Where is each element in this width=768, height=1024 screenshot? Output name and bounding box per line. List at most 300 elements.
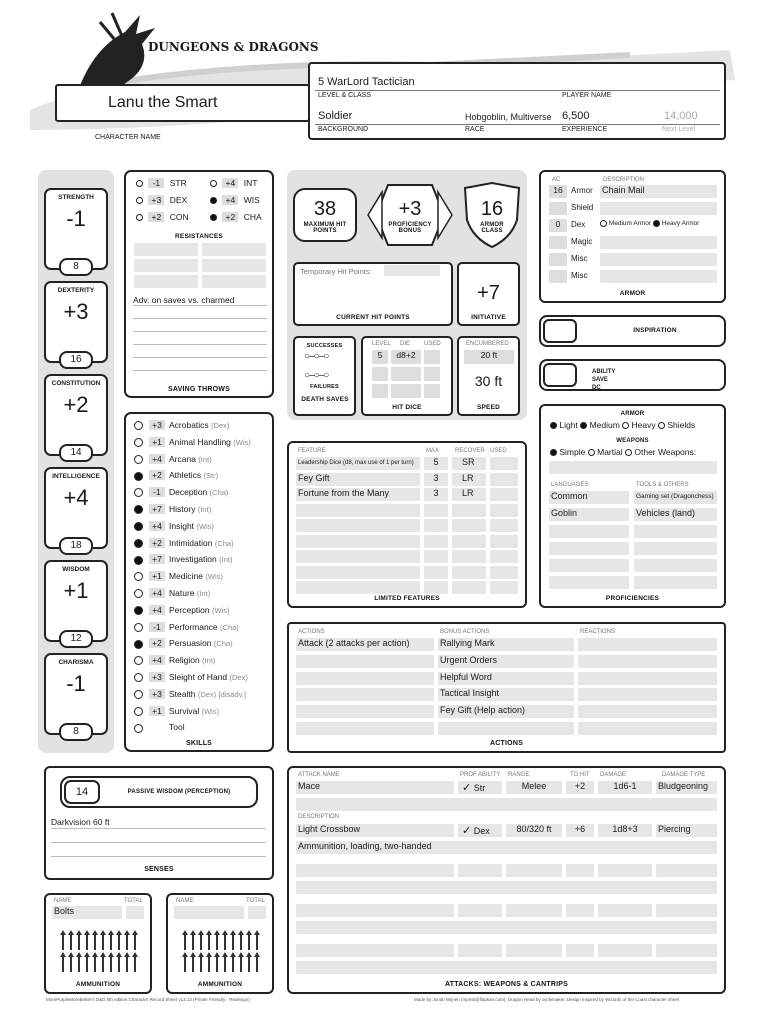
armor-ac-cell[interactable] (549, 202, 567, 215)
skill-value: +1 (149, 437, 165, 447)
save-prof-dot[interactable] (210, 180, 217, 187)
attack-damage[interactable] (598, 944, 652, 957)
armor-ac-label: AC (552, 177, 561, 183)
save-prof-dot[interactable] (136, 180, 143, 187)
reaction-cell[interactable] (578, 672, 717, 685)
failure-checkboxes[interactable]: ○–○–○ (304, 370, 329, 381)
feature-recover[interactable] (452, 581, 486, 594)
skill-prof-dot[interactable] (134, 673, 143, 682)
skill-row[interactable] (134, 689, 246, 703)
skill-value: +3 (149, 672, 165, 682)
attack-range[interactable]: 80/320 ft (506, 824, 562, 837)
skill-ability: (Cha) (209, 488, 229, 498)
ability-3 (44, 467, 108, 549)
skill-value: +1 (149, 571, 165, 581)
feature-recover[interactable]: LR (452, 488, 486, 501)
feature-used[interactable] (490, 519, 518, 532)
feature-max[interactable] (424, 581, 448, 594)
save-value: +4 (222, 178, 238, 188)
attack-name[interactable] (296, 904, 454, 917)
ammo-total-label: TOTAL (124, 898, 143, 904)
reaction-cell[interactable] (578, 655, 717, 668)
skill-row[interactable] (134, 706, 219, 720)
skill-name: Persuasion (169, 638, 212, 649)
death-saves-title: DEATH SAVES (301, 396, 349, 403)
save-row[interactable] (136, 178, 187, 188)
attack-damage-type[interactable] (656, 904, 717, 917)
proficiency-bonus-label: PROFICIENCY BONUS (388, 222, 432, 234)
armor-ac-cell[interactable]: 0 (549, 219, 567, 232)
reaction-cell[interactable] (578, 705, 717, 718)
hd-level-label: LEVEL (372, 341, 391, 347)
skill-value: +4 (149, 605, 165, 615)
max-label: MAX (426, 448, 440, 454)
encumbered-value[interactable]: 20 ft (464, 350, 514, 364)
skill-prof-dot[interactable] (134, 640, 143, 649)
skill-ability: (Int) (202, 656, 216, 666)
save-ability: CON (169, 212, 189, 222)
attack-description[interactable] (296, 798, 717, 811)
attack-prof-ability[interactable]: ✓ Str (458, 781, 502, 794)
armor-desc-label: DESCRIPTION (603, 177, 645, 183)
ammo-name[interactable] (174, 906, 244, 919)
passive-wisdom-value: 14 (75, 786, 89, 798)
attack-prof-ability[interactable] (458, 944, 502, 957)
attack-damage-type[interactable] (656, 944, 717, 957)
attack-damage-type[interactable] (656, 864, 717, 877)
footer-left: MorePurpleMoreBetter's D&D 5th edition Character Record Sheet v13.13 (Printer Friendly - Redesign) (46, 997, 250, 1002)
skill-ability: (Int) (196, 589, 211, 598)
feature-name[interactable]: Leadership Dice (d8, max use of 1 per turn) (296, 457, 420, 470)
feature-max[interactable] (424, 550, 448, 563)
skill-name: Athletics (169, 470, 202, 481)
skill-row[interactable] (134, 504, 211, 518)
ability-score[interactable]: 14 (59, 444, 93, 462)
feature-recover[interactable]: LR (452, 473, 486, 486)
skill-prof-dot[interactable] (134, 589, 143, 598)
skill-prof-dot[interactable] (134, 656, 143, 665)
damage-type-label: DAMAGE TYPE (662, 772, 706, 778)
skill-name: Animal Handling (169, 436, 231, 447)
save-value: +3 (148, 195, 164, 205)
recover-label: RECOVER (455, 448, 485, 454)
save-row[interactable] (210, 195, 260, 205)
skill-name: Insight (169, 520, 195, 531)
skill-prof-dot[interactable] (134, 421, 143, 430)
feature-name[interactable] (296, 535, 420, 548)
save-prof-dot[interactable] (210, 214, 217, 221)
armor-ac-cell[interactable] (549, 253, 567, 266)
ammo-total[interactable] (126, 906, 144, 919)
skill-value: +2 (149, 638, 165, 648)
skill-name: Arcana (169, 453, 196, 464)
attack-to-hit[interactable] (566, 864, 594, 877)
skill-extra: [disadv.] (218, 689, 246, 699)
skill-ability: (Dex) (211, 421, 230, 430)
ability-1 (44, 281, 108, 363)
save-ability: STR (169, 178, 187, 188)
skill-ability: (Cha) (214, 538, 234, 548)
reaction-cell[interactable] (578, 688, 717, 701)
damage-label: DAMAGE (600, 772, 627, 778)
attack-description[interactable]: Ammunition, loading, two-handed (296, 841, 717, 854)
attack-range[interactable] (506, 904, 562, 917)
skill-prof-dot[interactable] (134, 724, 143, 733)
prof-armor-label: ARMOR (620, 411, 645, 417)
feature-used[interactable] (490, 457, 518, 470)
skill-prof-dot[interactable] (134, 455, 143, 464)
darkvision[interactable]: Darkvision 60 ft (51, 817, 110, 827)
feature-max[interactable]: 5 (424, 457, 448, 470)
player-name-label: PLAYER NAME (562, 92, 612, 99)
skill-ability: (Str) (203, 471, 219, 481)
skill-ability: (Wis) (201, 706, 220, 716)
skill-ability: (Int) (198, 454, 212, 464)
skill-row[interactable] (134, 420, 229, 434)
skill-ability: (Dex) (229, 673, 248, 682)
hit-dice-title: HIT DICE (392, 404, 422, 411)
resistances-label: RESISTANCES (175, 233, 223, 240)
save-prof-dot[interactable] (136, 197, 143, 204)
ability-2 (44, 374, 108, 456)
skill-prof-dot[interactable] (134, 539, 143, 548)
attack-name[interactable]: Mace (296, 781, 454, 794)
reaction-cell[interactable] (578, 638, 717, 651)
skill-prof-dot[interactable] (134, 690, 143, 699)
save-value: +2 (222, 212, 238, 222)
skill-ability: (Cha) (213, 639, 233, 649)
bonus-action-cell[interactable]: Fey Gift (Help action) (438, 705, 574, 718)
skill-row[interactable] (134, 554, 232, 568)
feature-used[interactable] (490, 473, 518, 486)
attack-name[interactable]: Light Crossbow (296, 824, 454, 837)
ability-modifier: -1 (66, 671, 86, 696)
feature-max[interactable] (424, 566, 448, 579)
skill-value: -1 (149, 487, 165, 497)
skill-row[interactable] (134, 521, 214, 535)
save-prof-dot[interactable] (136, 214, 143, 221)
skill-ability: (Cha) (220, 622, 239, 632)
hd-used-label: USED (424, 341, 441, 347)
speed-label: SPEED (476, 404, 501, 411)
attack-range[interactable]: Melee (506, 781, 562, 794)
skill-row[interactable] (134, 655, 215, 669)
ammo-total-label: TOTAL (246, 898, 265, 904)
feature-label: FEATURE (298, 448, 326, 454)
feature-recover[interactable] (452, 519, 486, 532)
prof-ability-label: PROF ABILITY (460, 772, 501, 778)
feature-max[interactable] (424, 519, 448, 532)
feature-recover[interactable] (452, 566, 486, 579)
attack-to-hit[interactable] (566, 904, 594, 917)
success-checkboxes[interactable]: ○–○–○ (304, 351, 329, 362)
armor-title: ARMOR (619, 290, 646, 297)
save-dc-label: ABILITY SAVE DC (592, 369, 616, 391)
skill-value: +4 (149, 655, 165, 665)
attack-description[interactable] (296, 921, 717, 934)
ac-label: ARMOR CLASS (480, 222, 504, 234)
ability-modifier: +2 (63, 392, 89, 417)
saving-throws-title: SAVING THROWS (168, 386, 230, 393)
bonus-action-cell[interactable]: Urgent Orders (438, 655, 574, 668)
skill-prof-dot[interactable] (134, 556, 143, 565)
skill-row[interactable] (134, 605, 230, 619)
proficiency-bonus-value: +3 (398, 198, 422, 220)
skill-prof-dot[interactable] (134, 572, 143, 581)
armor-ac-cell[interactable] (549, 270, 567, 283)
skill-prof-dot[interactable] (134, 522, 143, 531)
feature-used[interactable] (490, 535, 518, 548)
armor-row-label: Misc (571, 254, 588, 263)
ability-name: DEXTERITY (57, 287, 95, 294)
ammunition-title: AMMUNITION (75, 981, 121, 988)
speed-value[interactable]: 30 ft (474, 373, 503, 389)
ability-5 (44, 653, 108, 735)
skills-title: SKILLS (185, 740, 213, 747)
action-cell[interactable] (296, 722, 434, 735)
hd-die-value[interactable]: d8+2 (391, 350, 421, 364)
skill-ability: (Int) (219, 555, 233, 565)
background-value[interactable]: Soldier (318, 110, 353, 122)
race-value[interactable]: Hobgoblin, Multiverse (465, 112, 552, 122)
feature-recover[interactable] (452, 535, 486, 548)
used-label: USED (490, 448, 507, 454)
ability-name: WISDOM (62, 566, 90, 573)
reaction-cell[interactable] (578, 722, 717, 735)
language-1[interactable]: Common (549, 491, 629, 504)
skill-row[interactable] (134, 722, 185, 736)
armor-desc-cell[interactable]: Chain Mail (600, 185, 717, 198)
max-hp-value[interactable]: 38 (313, 198, 337, 220)
skill-prof-dot[interactable] (134, 707, 143, 716)
ability-name: CONSTITUTION (51, 380, 101, 387)
feature-used[interactable] (490, 504, 518, 517)
prof-weapons-label: WEAPONS (616, 438, 649, 444)
armor-ac-cell[interactable] (549, 236, 567, 249)
feature-name[interactable] (296, 504, 420, 517)
skill-row[interactable] (134, 470, 218, 484)
feature-name[interactable] (296, 581, 420, 594)
next-level-label: Next Level (662, 126, 696, 133)
attack-name[interactable] (296, 944, 454, 957)
attack-name-label: ATTACK NAME (298, 772, 340, 778)
character-name-label: CHARACTER NAME (95, 134, 161, 141)
save-row[interactable] (136, 212, 189, 222)
ability-modifier: +4 (63, 485, 89, 510)
attack-to-hit[interactable]: +2 (566, 781, 594, 794)
tools-label: TOOLS & OTHERS (636, 482, 689, 488)
skill-row[interactable] (134, 437, 251, 451)
action-cell[interactable] (296, 688, 434, 701)
save-ability: CHA (243, 212, 262, 222)
save-row[interactable] (136, 195, 187, 205)
ability-0 (44, 188, 108, 270)
skill-name: Acrobatics (169, 420, 209, 430)
ammunition-title: AMMUNITION (197, 981, 243, 988)
skill-row[interactable] (134, 638, 233, 652)
ac-value: 16 (480, 198, 504, 220)
attacks-title: ATTACKS: WEAPONS & CANTRIPS (445, 981, 568, 988)
skill-value: -1 (149, 622, 165, 632)
feature-max[interactable] (424, 504, 448, 517)
feature-max[interactable]: 3 (424, 473, 448, 486)
bonus-action-cell[interactable]: Rallying Mark (438, 638, 574, 651)
hd-level-value[interactable]: 5 (372, 350, 388, 364)
range-label: RANGE (508, 772, 530, 778)
skill-ability: (Wis) (196, 521, 214, 531)
skill-row[interactable] (134, 454, 212, 468)
save-prof-dot[interactable] (210, 197, 217, 204)
skill-prof-dot[interactable] (134, 623, 143, 632)
skill-name: Survival (169, 705, 200, 716)
armor-ac-cell[interactable]: 16 (549, 185, 567, 198)
footer-right: Made by Jonah Wijnen (mpmb@flapkan.com); Dragon Head by cyclemaker, Design inspired by Wizards of the Coast character sheet (414, 997, 680, 1002)
ammo-total[interactable] (248, 906, 266, 919)
skill-ability: (Wis) (212, 605, 230, 615)
skill-name: Stealth (169, 688, 196, 699)
armor-desc-cell[interactable] (600, 202, 717, 215)
skill-name: Medicine (169, 571, 204, 582)
feature-max[interactable] (424, 535, 448, 548)
feature-name[interactable] (296, 566, 420, 579)
ability-score[interactable]: 8 (59, 258, 93, 276)
current-hp-label: CURRENT HIT POINTS (336, 314, 410, 321)
ability-modifier: +3 (63, 299, 89, 324)
skill-row[interactable] (134, 538, 234, 552)
attack-damage-type[interactable]: Bludgeoning (656, 781, 717, 794)
ammo-name[interactable]: Bolts (52, 906, 122, 919)
skill-prof-dot[interactable] (134, 505, 143, 514)
skill-row[interactable] (134, 571, 223, 585)
attack-to-hit[interactable]: +6 (566, 824, 594, 837)
tool-1[interactable]: Gaming set (Dragonchess) (634, 491, 717, 504)
successes-label: SUCCESSES (306, 343, 343, 349)
encumbered-label: ENCUMBERED (466, 341, 509, 347)
armor-prof-row[interactable]: Light Medium Heavy Shields (550, 420, 695, 430)
senses-title: SENSES (144, 866, 174, 873)
armor-desc-cell[interactable] (600, 270, 717, 283)
saves-note[interactable]: Adv. on saves vs. charmed (133, 295, 235, 305)
attack-damage[interactable]: 1d6-1 (598, 781, 652, 794)
ability-score[interactable]: 16 (59, 351, 93, 369)
skill-row[interactable] (134, 622, 239, 636)
armor-desc-cell[interactable] (600, 236, 717, 249)
languages-label: LANGUAGES (551, 482, 589, 488)
weapon-prof-row[interactable]: Simple Martial Other Weapons: (550, 447, 696, 457)
skill-value: +2 (149, 470, 165, 480)
armor-row-label: Misc (571, 271, 588, 280)
feature-used[interactable] (490, 550, 518, 563)
feature-name[interactable] (296, 550, 420, 563)
attack-damage-type[interactable]: Piercing (656, 824, 717, 837)
attack-description[interactable] (296, 881, 717, 894)
attack-description[interactable] (296, 961, 717, 974)
reactions-label: REACTIONS (580, 629, 616, 635)
feature-name[interactable]: Fey Gift (296, 473, 420, 486)
failures-label: FAILURES (310, 384, 339, 390)
feature-used[interactable] (490, 488, 518, 501)
feature-name[interactable] (296, 519, 420, 532)
ability-score[interactable]: 8 (59, 723, 93, 741)
skill-row[interactable] (134, 672, 248, 686)
skill-name: Performance (169, 621, 218, 632)
skill-ability: (Wis) (233, 437, 251, 447)
attack-range[interactable] (506, 864, 562, 877)
skill-row[interactable] (134, 588, 210, 602)
bonus-action-cell[interactable] (438, 722, 574, 735)
proficiencies-title: PROFICIENCIES (605, 595, 660, 602)
action-cell[interactable] (296, 655, 434, 668)
skill-row[interactable] (134, 487, 228, 501)
save-row[interactable] (210, 212, 262, 222)
inspiration-label: INSPIRATION (633, 327, 677, 334)
skill-prof-dot[interactable] (134, 606, 143, 615)
ammo-name-label: NAME (176, 898, 194, 904)
xp-value[interactable]: 6,500 (562, 110, 590, 122)
feature-used[interactable] (490, 566, 518, 579)
skill-value: +3 (149, 420, 165, 430)
skill-name: Intimidation (169, 537, 213, 548)
action-cell[interactable] (296, 672, 434, 685)
feature-used[interactable] (490, 581, 518, 594)
next-level-value: 14,000 (664, 110, 698, 122)
action-cell[interactable]: Attack (2 attacks per action) (296, 638, 434, 651)
skill-value: +3 (149, 689, 165, 699)
attack-range[interactable] (506, 944, 562, 957)
passive-wisdom-label: PASSIVE WISDOM (PERCEPTION) (127, 789, 231, 795)
character-name[interactable]: Lanu the Smart (108, 94, 218, 111)
level-class-value[interactable]: 5 WarLord Tactician (318, 76, 415, 88)
action-cell[interactable] (296, 705, 434, 718)
bonus-action-cell[interactable]: Helpful Word (438, 672, 574, 685)
bonus-action-cell[interactable]: Tactical Insight (438, 688, 574, 701)
skill-value: +7 (149, 504, 165, 514)
ability-name: CHARISMA (58, 659, 94, 666)
armor-weight-options[interactable]: Medium Armor Heavy Armor (600, 220, 699, 227)
skill-value: +4 (149, 588, 165, 598)
skill-prof-dot[interactable] (134, 488, 143, 497)
attack-damage[interactable]: 1d8+3 (598, 824, 652, 837)
feature-name[interactable]: Fortune from the Many (296, 488, 420, 501)
skill-prof-dot[interactable] (134, 438, 143, 447)
skill-name: Deception (169, 487, 208, 498)
feature-recover[interactable] (452, 504, 486, 517)
skill-prof-dot[interactable] (134, 472, 143, 481)
language-2[interactable]: Goblin (549, 508, 629, 521)
attack-damage[interactable] (598, 904, 652, 917)
ability-score[interactable]: 12 (59, 630, 93, 648)
save-row[interactable] (210, 178, 257, 188)
ability-name: INTELLIGENCE (52, 473, 100, 480)
save-ability: DEX (169, 195, 188, 205)
skill-name: Religion (169, 655, 200, 666)
tool-2[interactable]: Vehicles (land) (634, 508, 717, 521)
feature-max[interactable]: 3 (424, 488, 448, 501)
skill-name: Tool (169, 722, 185, 733)
ability-score[interactable]: 18 (59, 537, 93, 555)
limited-features-title: LIMITED FEATURES (374, 595, 440, 602)
feature-recover[interactable] (452, 550, 486, 563)
attack-prof-ability[interactable] (458, 904, 502, 917)
feature-recover[interactable]: SR (452, 457, 486, 470)
attack-to-hit[interactable] (566, 944, 594, 957)
skill-value: +7 (149, 554, 165, 564)
armor-desc-cell[interactable] (600, 253, 717, 266)
attack-name[interactable] (296, 864, 454, 877)
attack-prof-ability[interactable] (458, 864, 502, 877)
attack-prof-ability[interactable]: ✓ Dex (458, 824, 502, 837)
attack-damage[interactable] (598, 864, 652, 877)
